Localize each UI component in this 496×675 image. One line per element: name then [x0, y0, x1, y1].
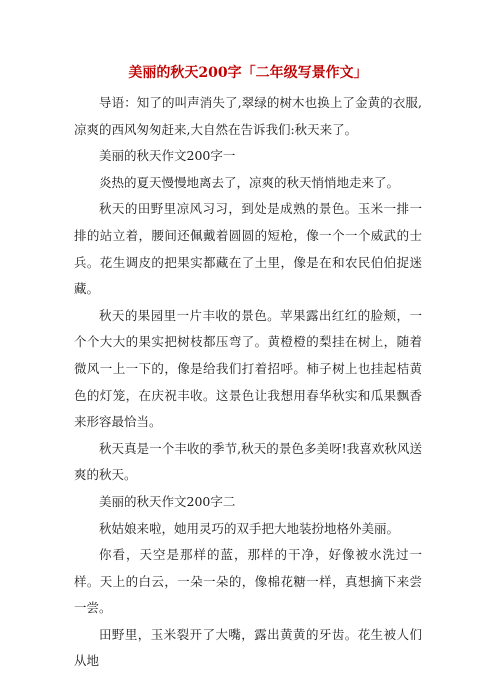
paragraph: 秋姑娘来啦，她用灵巧的双手把大地装扮地格外美丽。	[99, 520, 400, 536]
document-title: 美丽的秋天200字「二年级写景作文」	[128, 65, 368, 81]
paragraph: 秋天真是一个丰收的季节,秋天的景色多美呀!我喜欢秋风送爽的秋天。	[74, 440, 422, 483]
paragraph: 炎热的夏天慢慢地离去了，凉爽的秋天悄悄地走来了。	[99, 174, 400, 190]
paragraph: 秋天的田野里凉风习习，到处是成熟的景色。玉米一排一排的站立着，腰间还佩戴着圆圆的短枪，像一个一个威武的士兵。花生调皮的把果实都藏在了土里，像是在和农民伯伯捉迷藏。	[74, 201, 422, 297]
section-heading-2: 美丽的秋天作文200字二	[99, 493, 236, 509]
paragraph: 田野里，玉米裂开了大嘴，露出黄黄的牙齿。花生被人们从地	[74, 626, 422, 669]
paragraph: 你看，天空是那样的蓝，那样的干净，好像被水洗过一样。天上的白云，一朵一朵的，像棉花糖一样，真想摘下来尝一尝。	[74, 547, 422, 616]
paragraph-intro: 导语：知了的叫声消失了,翠绿的树木也换上了金黄的衣服,凉爽的西风匆匆赶来,大自然在告诉我们:秋天来了。	[74, 95, 422, 137]
paragraph: 秋天的果园里一片丰收的景色。苹果露出红红的脸颊，一个个大大的果实把树枝都压弯了。黄橙橙的梨挂在树上，随着微风一上一下的，像是给我们打着招呼。柿子树上也挂起桔黄色的灯笼，在庆祝丰收。这景色让我想用春华秋实和瓜果飘香来形容最恰当。	[74, 307, 422, 430]
section-heading-1: 美丽的秋天作文200字一	[99, 148, 236, 164]
document-body	[74, 90, 422, 675]
